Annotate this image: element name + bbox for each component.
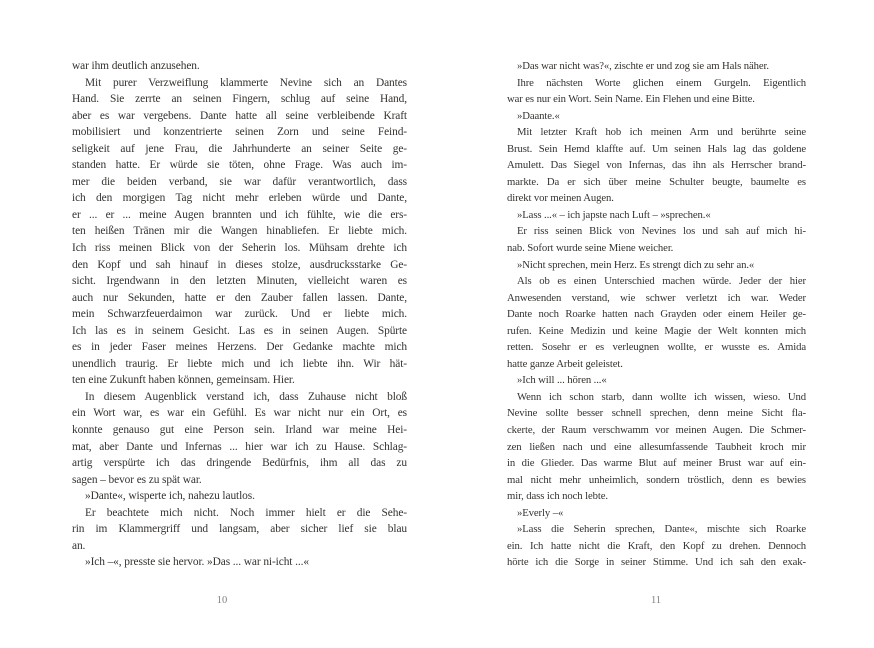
text-line: rin im Klammergriff und langsam, aber sicher lief sie blau xyxy=(72,523,407,536)
text-line: nab. Sofort wurde seine Miene weicher. xyxy=(507,242,674,255)
text-line: »Dante«, wisperte ich, nahezu lautlos. xyxy=(85,490,255,503)
text-line: markte. Da er sich über meine Schulter beugte, baumelte es xyxy=(507,175,806,188)
text-line: mobilisiert und konzentrierte seinen Zorn und seine Feind- xyxy=(72,126,407,139)
text-line: mer die beiden verband, sie war dafür verantwortlich, dass xyxy=(72,175,407,188)
text-line: mal nicht mehr unheimlich, sondern tröstlich, denn es bewies xyxy=(507,473,806,486)
text-line: aber es war vergebens. Dante hatte all seine verbleibende Kraft xyxy=(72,109,407,122)
text-line: »Everly –« xyxy=(517,506,564,519)
right-page-text-block xyxy=(507,58,806,571)
text-line: ckerte, der Raum verschwamm vor meinen Augen. Die Schmer- xyxy=(507,424,806,437)
text-line: Als ob es einen Unterschied machen würde. Jeder der hier xyxy=(517,275,806,288)
text-line: ein. Ich hatte nicht die Kraft, den Kopf zu drehen. Dennoch xyxy=(507,539,806,552)
text-line: den Kopf und sah hinauf in dieses stolze, ausdrucksstarke Ge- xyxy=(72,258,407,271)
text-line: sagen – bevor es zu spät war. xyxy=(72,473,202,486)
text-line: ich den morgigen Tag nicht mehr erleben würde und Dante, xyxy=(72,192,407,205)
text-line: Brust. Sein Hemd klaffte auf. Um seinen Hals lag das goldene xyxy=(507,142,806,155)
text-line: »Ich –«, presste sie hervor. »Das ... war ni-icht ...« xyxy=(85,556,309,569)
text-line: hatte ganze Arbeit geleistet. xyxy=(507,357,623,370)
text-line: konnte genauso gut eine Person sein. Irland war meine Hei- xyxy=(72,424,407,437)
right-page-number: 11 xyxy=(650,595,662,606)
text-line: ten eine Zukunft haben können, gemeinsam. Hier. xyxy=(72,374,295,387)
text-line: war es nur ein Wort. Sein Name. Ein Flehen und eine Bitte. xyxy=(507,93,755,106)
text-line: direkt vor meinen Augen. xyxy=(507,192,614,205)
text-line: Anwesenden verstand, wie schwer verletzt ich war. Weder xyxy=(507,291,806,304)
text-line: »Daante.« xyxy=(517,109,560,122)
text-line: »Nicht sprechen, mein Herz. Es strengt dich zu sehr an.« xyxy=(517,258,755,271)
text-line: ein Wort war, es war ein Gefühl. Es war nicht nur ein Ort, es xyxy=(72,407,407,420)
left-page-text-block xyxy=(72,58,407,571)
text-line: standen hatte. Er würde sie töten, ohne Frage. Was auch im- xyxy=(72,159,407,172)
text-line: Er beachtete mich nicht. Noch immer hielt er die Sehe- xyxy=(85,506,407,519)
text-line: auch nur Sekunden, hatte er den Zauber fallen lassen. Dante, xyxy=(72,291,407,304)
text-line: Mit letzter Kraft hob ich meinen Arm und berührte seine xyxy=(517,126,806,139)
text-line: »Ich will ... hören ...« xyxy=(517,374,607,387)
text-line: Er riss seinen Blick von Nevines los und sah auf mich hi- xyxy=(517,225,806,238)
text-line: unendlich traurig. Er liebte mich und ich liebte ihn. Wir hät- xyxy=(72,357,407,370)
text-line: retten. Sosehr er es verleugnen wollte, er wusste es. Amida xyxy=(507,341,806,354)
text-line: mir, dass ich noch lebte. xyxy=(507,490,608,503)
text-line: Nevine sollte besser schnell sprechen, denn meine Sicht fla- xyxy=(507,407,806,420)
text-line: Wenn ich schon starb, dann wollte ich wissen, wieso. Und xyxy=(517,390,806,403)
text-line: Ich riss meinen Blick von der Seherin los. Mühsam drehte ich xyxy=(72,242,407,255)
text-line: Hand. Sie zerrte an seinen Fingern, schlug auf seine Hand, xyxy=(72,93,407,106)
left-page-number: 10 xyxy=(216,595,228,606)
text-line: er ... er ... meine Augen brannten und ich fühlte, wie die ers- xyxy=(72,208,407,221)
text-line: war ihm deutlich anzusehen. xyxy=(72,60,200,72)
text-line: es in jeder Faser meines Herzens. Der Gedanke machte mich xyxy=(72,341,407,354)
text-line: an. xyxy=(72,539,86,552)
text-line: »Lass ...« – ich japste nach Luft – »sprechen.« xyxy=(517,208,711,221)
text-line: Ihre nächsten Worte glichen einem Gurgeln. Eigentlich xyxy=(517,76,806,89)
text-line: mat, aber Dante und Infernas ... hier war ich zu Hause. Schlag- xyxy=(72,440,407,453)
text-line: artig verspürte ich das dringende Bedürfnis, ihm all das zu xyxy=(72,457,407,470)
text-line: zen ließen nach und eine allesumfassende Taubheit kroch mir xyxy=(507,440,806,453)
text-line: Dante noch Roarke hatten nach Grayden oder einem Heiler ge- xyxy=(507,308,806,321)
text-line: mein Schwarzfeuerdaimon war zurück. Und er liebte mich. xyxy=(72,308,407,321)
text-line: seligkeit auf jene Frau, die Jahrhunderte an seiner Seite ge- xyxy=(72,142,407,155)
text-line: ten heißen Tränen mir die Wangen hinabliefen. Er liebte mich. xyxy=(72,225,407,238)
text-line: »Lass die Seherin sprechen, Dante«, mischte sich Roarke xyxy=(517,523,806,536)
text-line: rufen. Keine Medizin und keine Magie der Welt konnten mich xyxy=(507,324,806,337)
text-line: Amulett. Das Siegel von Infernas, das ihn als Herrscher brand- xyxy=(507,159,806,172)
text-line: Mit purer Verzweiflung klammerte Nevine sich an Dantes xyxy=(85,76,407,89)
text-line: In diesem Augenblick verstand ich, dass Zuhause nicht bloß xyxy=(85,390,407,403)
text-line: sicht. Irgendwann in den letzten Minuten, vielleicht waren es xyxy=(72,275,407,288)
text-line: Ich las es in seinem Gesicht. Las es in seinen Augen. Spürte xyxy=(72,324,407,337)
text-line: »Das war nicht was?«, zischte er und zog sie am Hals näher. xyxy=(517,60,769,72)
text-line: in die Glieder. Das warme Blut auf meiner Brust war auf ein- xyxy=(507,457,806,470)
text-line: hörte ich die Sorge in seiner Stimme. Und ich sah den exak- xyxy=(507,556,806,569)
